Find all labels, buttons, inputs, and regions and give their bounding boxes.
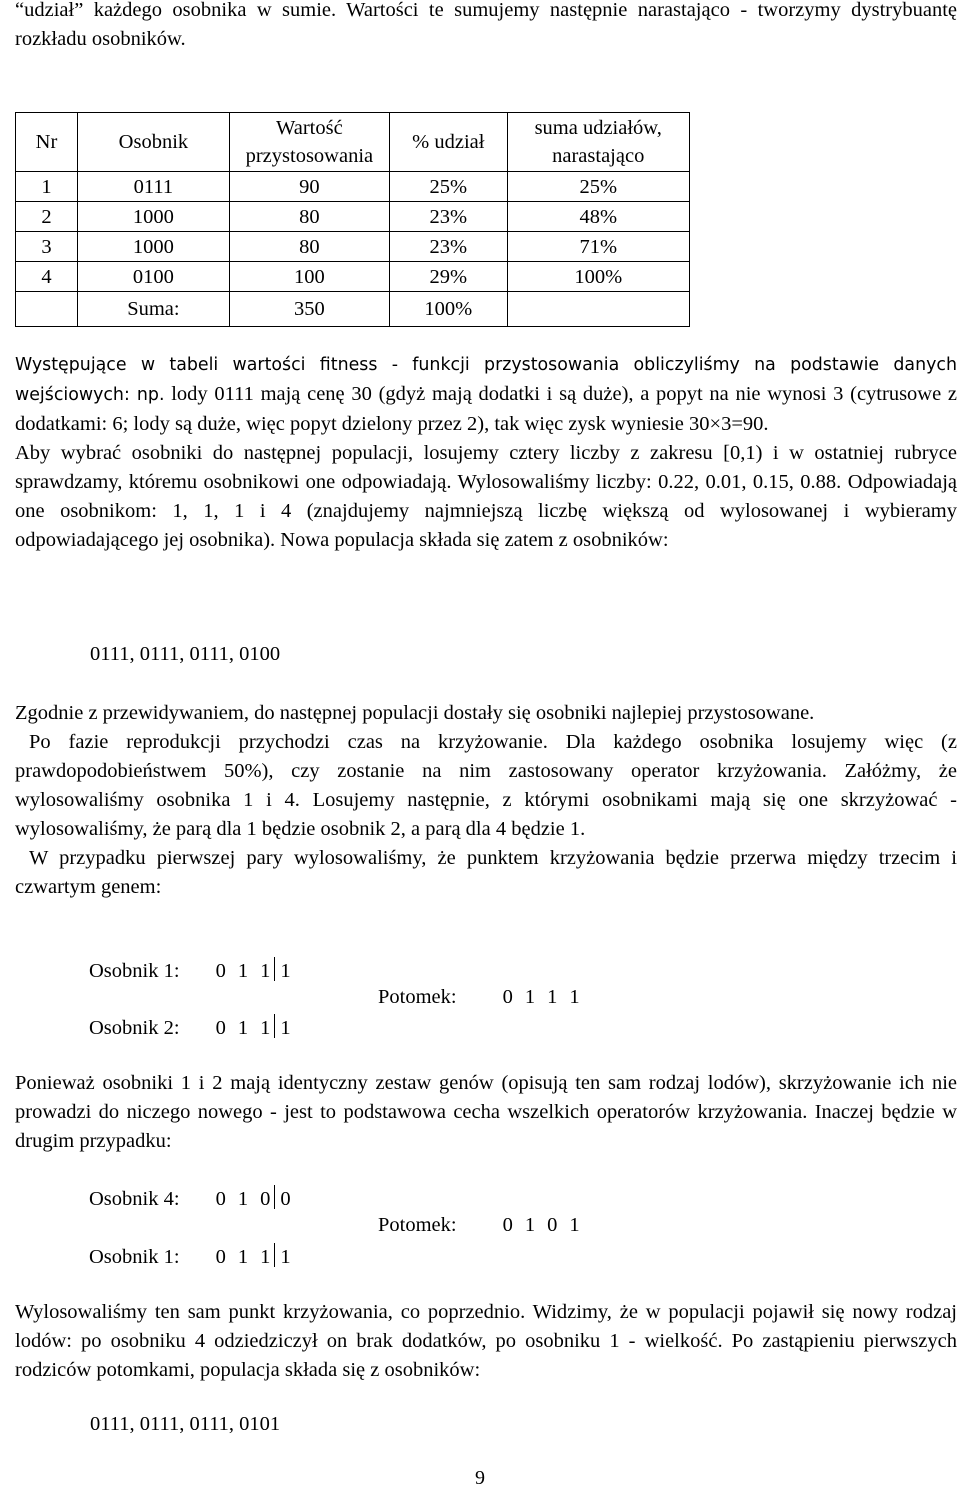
cell-udzial: 25% (389, 172, 507, 202)
child (378, 986, 580, 1009)
paragraph: Wylosowaliśmy ten sam punkt krzyżowania, co poprzednio. Widzimy, że w populacji pojawił się nowy rodzaj lodów: po osobniku 4 odziedziczył on brak dodatków, po osobniku 1 - wielkość. Po zastąpieniu pierwszych rodziców potomkami, populacja składa się z osobników: (15, 1301, 957, 1381)
gene: 0 (215, 1188, 226, 1210)
population-1: 0111, 0111, 0111, 0100 (90, 643, 281, 665)
gene: 1 (280, 1246, 291, 1268)
parent-label: Osobnik 1: (89, 1246, 180, 1268)
gene: 0 (280, 1188, 291, 1210)
child-label: Potomek: (378, 1214, 457, 1236)
table-row (16, 202, 943, 232)
cell-suma: 71% (507, 232, 689, 262)
paragraph: Ponieważ osobniki 1 i 2 mają identyczny zestaw genów (opisują ten sam rodzaj lodów), skrzyżowanie ich nie prowadzi do niczego nowego - jest to podstawowa cecha wszelkich operatorów krzyżowania. Inaczej będzie w drugim przypadku: (15, 1072, 957, 1152)
gene: 1 (569, 1214, 580, 1236)
header-nr: Nr (16, 113, 78, 172)
gene: 1 (237, 1188, 249, 1210)
sum-wartosc: 350 (229, 292, 389, 327)
cell-osobnik: 0100 (77, 262, 229, 292)
crossover-point (274, 957, 275, 981)
cell-udzial: 23% (389, 232, 507, 262)
paragraph (15, 350, 957, 439)
cell-wartosc: 80 (229, 232, 389, 262)
gene: 0 (215, 960, 226, 982)
table-row (16, 232, 943, 262)
crossover-point (274, 1243, 275, 1267)
crossover-point (274, 1014, 275, 1038)
serif-text: lody 0111 mają cenę 30 (gdyż mają dodatki i są duże), a popyt na nie wynosi 3 (cytrusowe z dodatkami: 6; lody są duże, więc popyt dzielony przez 2), tak więc zysk wyniesie 30×3=90. (15, 383, 957, 435)
paragraph: W przypadku pierwszej pary wylosowaliśmy, że punktem krzyżowania będzie przerwa między trzecim i czwartym genem: (15, 847, 957, 898)
cell-nr: 1 (16, 172, 78, 202)
table-header-row (16, 113, 943, 172)
intro-paragraph: “udział” każdego osobnika w sumie. Wartości te sumujemy następnie narastająco - tworzymy dystrybuantę rozkładu osobników. (15, 0, 957, 50)
header-wartosc: Wartość przystosowania (229, 113, 389, 172)
cell-osobnik: 0111 (77, 172, 229, 202)
child-label: Potomek: (378, 986, 457, 1008)
parent-b (89, 1014, 291, 1040)
paragraph: Po fazie reprodukcji przychodzi czas na krzyżowanie. Dla każdego osobnika losujemy więc (z prawdopodobieństwem 50%), czy zostanie na nim zastosowany operator krzyżowania. Załóżmy, że wylosowaliśmy osobnika 1 i 4. Losujemy następnie, z którymi osobnikami mają się one skrzyżować - wylosowaliśmy, że parą dla 1 będzie osobnik 2, a parą dla 4 będzie 1. (15, 731, 957, 840)
gene: 0 (215, 1246, 226, 1268)
gene: 0 (260, 1188, 271, 1210)
gene: 0 (547, 1214, 558, 1236)
cell-suma: 100% (507, 262, 689, 292)
gene: 1 (237, 1246, 249, 1268)
cell-udzial: 23% (389, 202, 507, 232)
table-row (16, 172, 943, 202)
cell-udzial: 29% (389, 262, 507, 292)
gene: 1 (569, 986, 580, 1008)
fitness-explanation (15, 350, 957, 555)
cell-nr: 2 (16, 202, 78, 232)
cell-wartosc: 90 (229, 172, 389, 202)
parent-a (89, 1185, 291, 1211)
gene: 0 (502, 986, 513, 1008)
gene: 1 (280, 1017, 291, 1039)
paragraph: Zgodnie z przewidywaniem, do następnej populacji dostały się osobniki najlepiej przystosowane. (15, 702, 815, 724)
cell-osobnik: 1000 (77, 232, 229, 262)
parent-a (89, 957, 291, 983)
population-2: 0111, 0111, 0111, 0101 (90, 1413, 281, 1435)
cell-suma: 48% (507, 202, 689, 232)
cell-nr: 4 (16, 262, 78, 292)
cell-wartosc: 80 (229, 202, 389, 232)
selection-table (15, 112, 942, 327)
gene: 1 (237, 1017, 249, 1039)
gene: 1 (237, 960, 249, 982)
sum-label: Suma: (77, 292, 229, 327)
sum-udzial: 100% (389, 292, 507, 327)
gene: 1 (524, 1214, 536, 1236)
header-udzial: % udział (389, 113, 507, 172)
cell-wartosc: 100 (229, 262, 389, 292)
parent-b (89, 1243, 291, 1269)
cell-nr: 3 (16, 232, 78, 262)
gene: 1 (280, 960, 291, 982)
parent-label: Osobnik 1: (89, 960, 180, 982)
final-comment (15, 1298, 957, 1385)
cell-osobnik: 1000 (77, 202, 229, 232)
gene: 0 (215, 1017, 226, 1039)
header-suma: suma udziałów, narastająco (507, 113, 689, 172)
gene: 1 (260, 1246, 271, 1268)
gene: 1 (260, 960, 271, 982)
page-number: 9 (475, 1467, 485, 1489)
table-sum-row (16, 292, 943, 327)
header-osobnik: Osobnik (77, 113, 229, 172)
table-row (16, 262, 943, 292)
parent-label: Osobnik 4: (89, 1188, 180, 1210)
gene: 1 (524, 986, 536, 1008)
crossover-intro (15, 699, 957, 902)
sans-text: Występujące w tabeli wartości fitness - funkcji przystosowania obliczyliśmy na podstawie danych wejściowych: np. (15, 355, 957, 405)
cell-suma: 25% (507, 172, 689, 202)
gene: 1 (260, 1017, 271, 1039)
crossover-point (274, 1185, 275, 1209)
gene: 1 (547, 986, 558, 1008)
child (378, 1214, 580, 1237)
crossover-comment (15, 1069, 957, 1156)
gene: 0 (502, 1214, 513, 1236)
selection-paragraph: Aby wybrać osobniki do następnej populacji, losujemy cztery liczby z zakresu [0,1) i w ostatniej rubryce sprawdzamy, któremu osobnikowi one odpowiadają. Wylosowaliśmy liczby: 0.22, 0.01, 0.15, 0.88. Odpowiadają one osobnikom: 1, 1, 1 i 4 (znajdujemy najmniejszą liczbę większą od wylosowanej i wybieramy odpowiadającego jej osobnika). Nowa populacja składa się zatem z osobników: (15, 442, 957, 551)
parent-label: Osobnik 2: (89, 1017, 180, 1039)
